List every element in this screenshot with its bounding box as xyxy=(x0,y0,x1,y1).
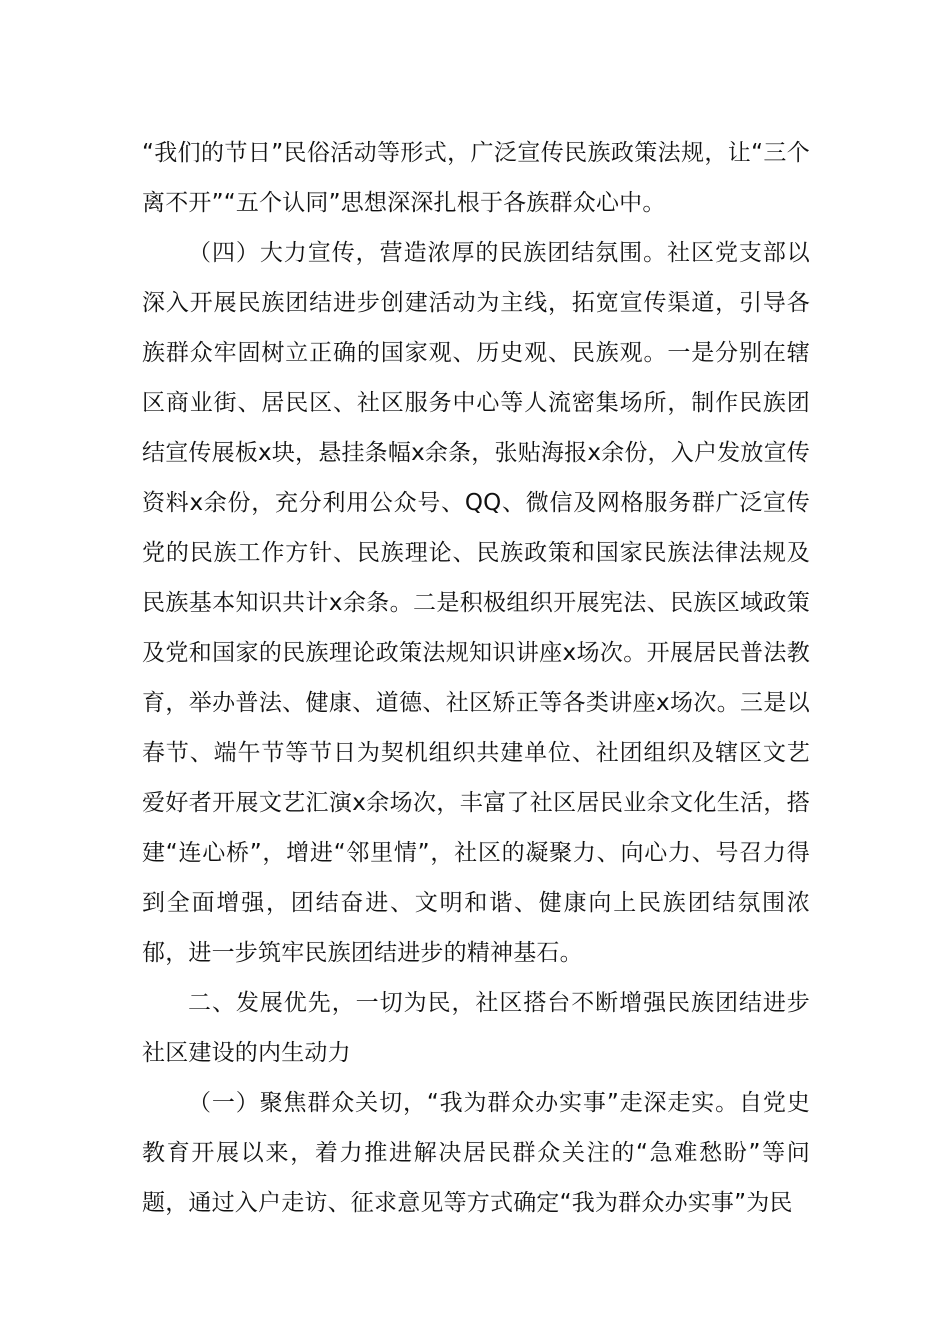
document-body xyxy=(142,128,810,1228)
paragraph-publicity: （四）大力宣传，营造浓厚的民族团结氛围。社区党支部以深入开展民族团结进步创建活动为主线，拓宽宣传渠道，引导各族群众牢固树立正确的国家观、历史观、民族观。一是分别在辖区商业街、居民区、社区服务中心等人流密集场所，制作民族团结宣传展板x块，悬挂条幅x余条，张贴海报x余份，入户发放宣传资料x余份，充分利用公众号、QQ、微信及网格服务群广泛宣传党的民族工作方针、民族理论、民族政策和国家民族法律法规及民族基本知识共计x余条。二是积极组织开展宪法、民族区域政策及党和国家的民族理论政策法规知识讲座x场次。开展居民普法教育，举办普法、健康、道德、社区矫正等各类讲座x场次。三是以春节、端午节等节日为契机组织共建单位、社团组织及辖区文艺爱好者开展文艺汇演x余场次，丰富了社区居民业余文化生活，搭建“连心桥”，增进“邻里情”，社区的凝聚力、向心力、号召力得到全面增强，团结奋进、文明和谐、健康向上民族团结氛围浓郁，进一步筑牢民族团结进步的精神基石。 xyxy=(142,240,810,966)
section-heading-two: 二、发展优先，一切为民，社区搭台不断增强民族团结进步社区建设的内生动力 xyxy=(142,990,810,1066)
paragraph-focus-concerns: （一）聚焦群众关切，“我为群众办实事”走深走实。自党史教育开展以来，着力推进解决居民群众关注的“急难愁盼”等问题，通过入户走访、征求意见等方式确定“我为群众办实事”为民 xyxy=(142,1090,810,1216)
paragraph-continuation: “我们的节日”民俗活动等形式，广泛宣传民族政策法规，让“三个离不开”“五个认同”思想深深扎根于各族群众心中。 xyxy=(142,140,810,216)
